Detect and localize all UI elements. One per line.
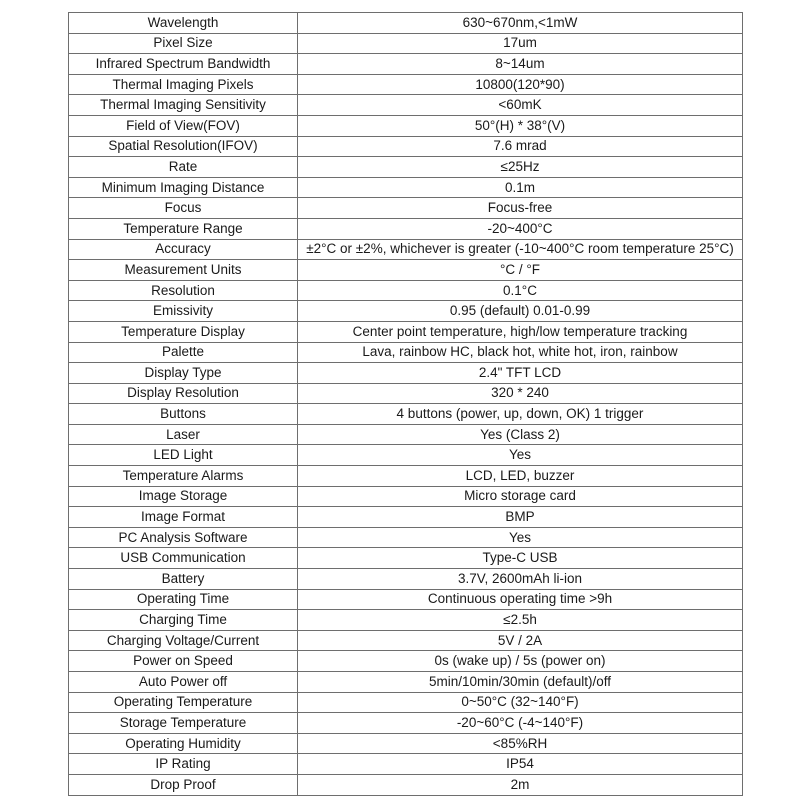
spec-row (69, 466, 743, 487)
spec-value: 5min/10min/30min (default)/off (298, 672, 743, 693)
spec-row (69, 651, 743, 672)
spec-parameter: Thermal Imaging Sensitivity (69, 95, 298, 116)
spec-parameter: Spatial Resolution(IFOV) (69, 136, 298, 157)
spec-value: 0~50°C (32~140°F) (298, 692, 743, 713)
spec-parameter: Image Format (69, 507, 298, 528)
spec-value: -20~60°C (-4~140°F) (298, 713, 743, 734)
spec-value: Yes (298, 527, 743, 548)
spec-parameter: Charging Time (69, 610, 298, 631)
spec-row (69, 301, 743, 322)
spec-value: ≤25Hz (298, 157, 743, 178)
spec-parameter: Display Type (69, 363, 298, 384)
spec-parameter: Rate (69, 157, 298, 178)
spec-parameter: Minimum Imaging Distance (69, 177, 298, 198)
spec-parameter: Palette (69, 342, 298, 363)
spec-value: 320 * 240 (298, 383, 743, 404)
spec-parameter: Focus (69, 198, 298, 219)
spec-row (69, 280, 743, 301)
spec-parameter: Temperature Range (69, 218, 298, 239)
spec-parameter: IP Rating (69, 754, 298, 775)
spec-value: 5V / 2A (298, 630, 743, 651)
spec-row (69, 548, 743, 569)
spec-parameter: Wavelength (69, 13, 298, 34)
spec-parameter: Power on Speed (69, 651, 298, 672)
spec-row (69, 260, 743, 281)
spec-row (69, 527, 743, 548)
spec-value: 2.4" TFT LCD (298, 363, 743, 384)
spec-row (69, 610, 743, 631)
spec-value: 2m (298, 774, 743, 795)
spec-value: LCD, LED, buzzer (298, 466, 743, 487)
spec-parameter: Thermal Imaging Pixels (69, 74, 298, 95)
spec-row (69, 713, 743, 734)
spec-row (69, 486, 743, 507)
spec-row (69, 321, 743, 342)
spec-value: BMP (298, 507, 743, 528)
spec-parameter: USB Communication (69, 548, 298, 569)
spec-row (69, 507, 743, 528)
spec-value: <60mK (298, 95, 743, 116)
spec-value: Focus-free (298, 198, 743, 219)
spec-row (69, 424, 743, 445)
spec-row (69, 74, 743, 95)
spec-value: 630~670nm,<1mW (298, 13, 743, 34)
spec-parameter: Display Resolution (69, 383, 298, 404)
spec-row (69, 95, 743, 116)
spec-parameter: Measurement Units (69, 260, 298, 281)
spec-row (69, 157, 743, 178)
spec-row (69, 239, 743, 260)
spec-value: 0.1°C (298, 280, 743, 301)
spec-value: 0.95 (default) 0.01-0.99 (298, 301, 743, 322)
spec-value: 0s (wake up) / 5s (power on) (298, 651, 743, 672)
spec-parameter: Field of View(FOV) (69, 115, 298, 136)
spec-row (69, 136, 743, 157)
spec-value: 0.1m (298, 177, 743, 198)
spec-table (68, 12, 743, 796)
spec-parameter: Infrared Spectrum Bandwidth (69, 54, 298, 75)
spec-value: 50°(H) * 38°(V) (298, 115, 743, 136)
spec-row (69, 754, 743, 775)
spec-value: <85%RH (298, 733, 743, 754)
spec-parameter: Emissivity (69, 301, 298, 322)
spec-value: 7.6 mrad (298, 136, 743, 157)
spec-value: ±2°C or ±2%, whichever is greater (-10~400°C room temperature 25°C) (298, 239, 743, 260)
spec-value: Continuous operating time >9h (298, 589, 743, 610)
spec-parameter: Operating Time (69, 589, 298, 610)
spec-row (69, 383, 743, 404)
spec-row (69, 569, 743, 590)
spec-row (69, 218, 743, 239)
spec-parameter: LED Light (69, 445, 298, 466)
spec-value: IP54 (298, 754, 743, 775)
spec-value: 10800(120*90) (298, 74, 743, 95)
spec-row (69, 445, 743, 466)
spec-row (69, 33, 743, 54)
spec-value: Yes (Class 2) (298, 424, 743, 445)
spec-parameter: Operating Temperature (69, 692, 298, 713)
spec-row (69, 672, 743, 693)
spec-value: 8~14um (298, 54, 743, 75)
spec-value: 17um (298, 33, 743, 54)
spec-parameter: Battery (69, 569, 298, 590)
spec-row (69, 774, 743, 795)
spec-row (69, 404, 743, 425)
spec-value: Lava, rainbow HC, black hot, white hot, iron, rainbow (298, 342, 743, 363)
spec-parameter: Temperature Display (69, 321, 298, 342)
spec-row (69, 733, 743, 754)
spec-parameter: Auto Power off (69, 672, 298, 693)
spec-value: -20~400°C (298, 218, 743, 239)
spec-parameter: Accuracy (69, 239, 298, 260)
spec-parameter: PC Analysis Software (69, 527, 298, 548)
spec-parameter: Resolution (69, 280, 298, 301)
spec-row (69, 342, 743, 363)
spec-value: Center point temperature, high/low temperature tracking (298, 321, 743, 342)
spec-row (69, 630, 743, 651)
spec-parameter: Laser (69, 424, 298, 445)
spec-parameter: Charging Voltage/Current (69, 630, 298, 651)
spec-value: °C / °F (298, 260, 743, 281)
spec-row (69, 54, 743, 75)
spec-value: ≤2.5h (298, 610, 743, 631)
spec-value: 4 buttons (power, up, down, OK) 1 trigger (298, 404, 743, 425)
spec-row (69, 692, 743, 713)
spec-parameter: Temperature Alarms (69, 466, 298, 487)
spec-parameter: Storage Temperature (69, 713, 298, 734)
spec-value: 3.7V, 2600mAh li-ion (298, 569, 743, 590)
spec-parameter: Buttons (69, 404, 298, 425)
spec-row (69, 363, 743, 384)
spec-row (69, 13, 743, 34)
spec-value: Micro storage card (298, 486, 743, 507)
spec-value: Yes (298, 445, 743, 466)
spec-row (69, 198, 743, 219)
spec-parameter: Operating Humidity (69, 733, 298, 754)
spec-parameter: Image Storage (69, 486, 298, 507)
spec-value: Type-C USB (298, 548, 743, 569)
spec-row (69, 177, 743, 198)
spec-row (69, 589, 743, 610)
spec-parameter: Pixel Size (69, 33, 298, 54)
spec-row (69, 115, 743, 136)
spec-parameter: Drop Proof (69, 774, 298, 795)
spec-table-body (69, 13, 743, 796)
